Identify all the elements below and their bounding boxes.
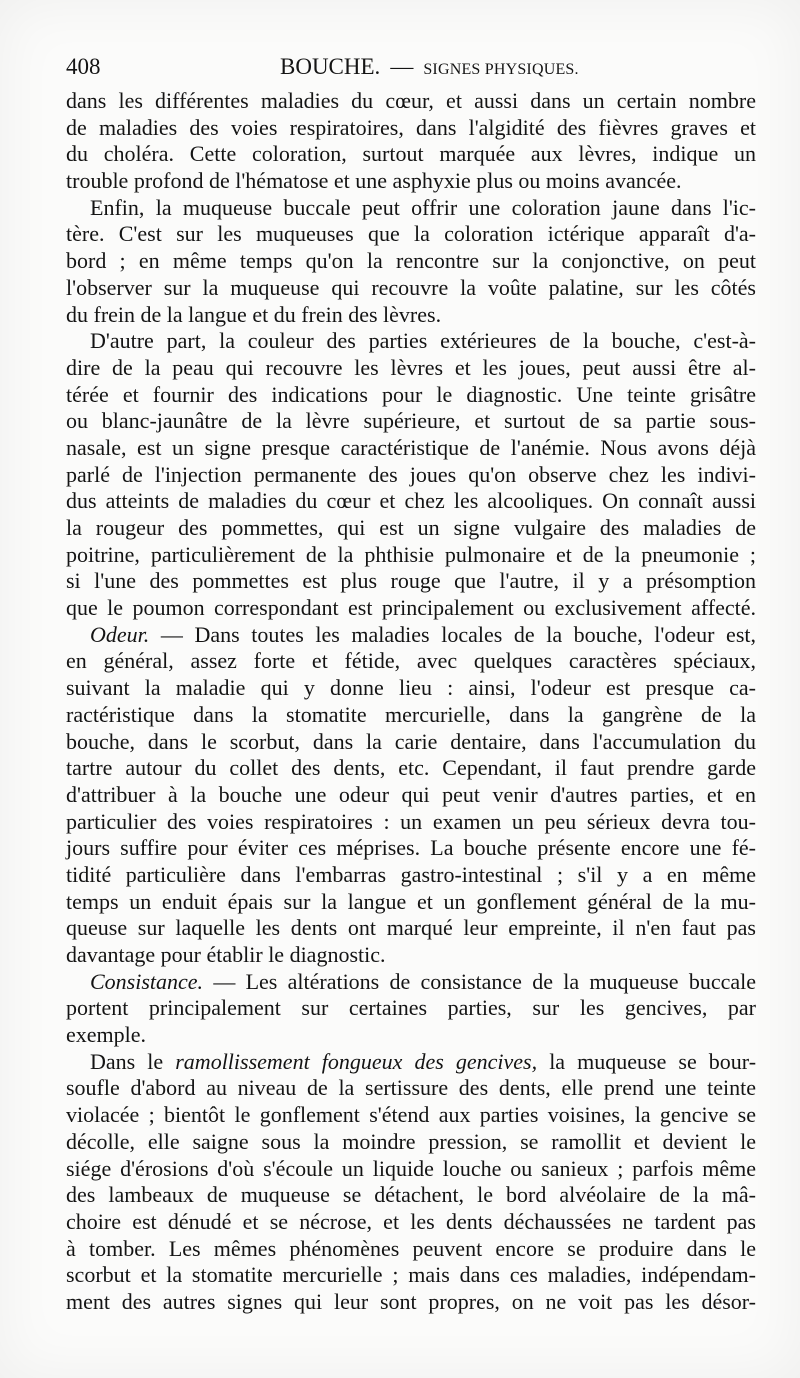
text-line: nasale, est un signe presque caractéristique de l'anémie. Nous avons déjà <box>66 434 756 460</box>
running-head <box>280 50 579 87</box>
text-line <box>66 1049 756 1076</box>
text-line: bord ; en même temps qu'on la rencontre sur la conjonctive, on peut <box>66 248 756 274</box>
text-line: parlé de l'injection permanente des joues qu'on observe chez les indivi- <box>66 461 756 487</box>
text-line: exemple. <box>66 1022 147 1048</box>
text-line: décolle, elle saigne sous la moindre pression, se ramollit et devient le <box>66 1128 756 1154</box>
text-line: suivant la maladie qui y donne lieu : ainsi, l'odeur est presque ca- <box>66 675 756 701</box>
text-line: si l'une des pommettes est plus rouge que l'autre, il y a présomption <box>66 568 756 594</box>
text-line: du frein de la langue et du frein des lèvres. <box>66 301 442 327</box>
text-line: choire est dénudé et se nécrose, et les dents déchaussées ne tardent pas <box>66 1208 756 1234</box>
text-line: des lambeaux de muqueuse se détachent, le bord alvéolaire de la mâ- <box>66 1182 756 1208</box>
text-line: D'autre part, la couleur des parties extérieures de la bouche, c'est-à- <box>90 328 756 354</box>
text-line: térée et fournir des indications pour le diagnostic. Une teinte grisâtre <box>66 381 756 407</box>
section-lead-odeur: Odeur. <box>90 621 150 647</box>
text-line: du choléra. Cette coloration, surtout marquée aux lèvres, indique un <box>66 141 756 167</box>
text-line: violacée ; bientôt le gonflement s'étend aux parties voisines, la gencive se <box>66 1102 756 1128</box>
text-line: davantage pour établir le diagnostic. <box>66 942 386 967</box>
text-line: dus atteints de maladies du cœur et chez les alcooliques. On connaît aussi <box>66 488 756 514</box>
text-line: bouche, dans le scorbut, dans la carie dentaire, dans l'accumulation du <box>66 728 756 754</box>
text-line: dans les différentes maladies du cœur, et aussi dans un certain nombre <box>66 88 756 113</box>
text-line: trouble profond de l'hématose et une asphyxie plus ou moins avancée. <box>66 168 682 194</box>
page-number: 408 <box>66 54 101 79</box>
running-head-subtitle: SIGNES PHYSIQUES. <box>423 61 579 78</box>
text-line: tidité particulière dans l'embarras gastro-intestinal ; s'il y a en même <box>66 861 756 887</box>
text-line: dire de la peau qui recouvre les lèvres et les joues, peut aussi être al- <box>66 354 756 380</box>
text-line: poitrine, particulièrement de la phthisie pulmonaire et de la pneumonie ; <box>66 541 756 567</box>
text-line-rest: — Dans toutes les maladies locales de la bouche, l'odeur est, <box>160 621 756 647</box>
text-line-rest: la muqueuse se bour- <box>549 1048 757 1074</box>
page-header <box>66 50 734 86</box>
text-line: scorbut et la stomatite mercurielle ; mais dans ces maladies, indépendam- <box>66 1262 756 1288</box>
text-line: jours suffire pour éviter ces méprises. La bouche présente encore une fé- <box>66 835 756 861</box>
text-line: tartre autour du collet des dents, etc. Cependant, il faut prendre garde <box>66 755 756 781</box>
text-line: soufle d'abord au niveau de la sertissure des dents, elle prend une teinte <box>66 1075 756 1101</box>
text-line: ou blanc-jaunâtre de la lèvre supérieure, et surtout de sa partie sous- <box>66 408 756 434</box>
text-line: en général, assez forte et fétide, avec quelques caractères spéciaux, <box>66 648 756 674</box>
running-head-title: BOUCHE. <box>280 54 381 79</box>
text-line: particulier des voies respiratoires : un examen un peu sérieux devra tou- <box>66 808 756 834</box>
text-line: Enfin, la muqueuse buccale peut offrir une coloration jaune dans l'ic- <box>90 194 756 220</box>
term-ramollissement: ramollissement fongueux des gencives, <box>175 1048 538 1074</box>
text-line: ment des autres signes qui leur sont propres, on ne voit pas les désor- <box>66 1288 756 1314</box>
text-line: siége d'érosions d'où s'écoule un liquide louche ou sanieux ; parfois même <box>66 1155 756 1181</box>
text-line: portent principalement sur certaines parties, sur les gencives, par <box>66 995 756 1021</box>
text-line-pre: Dans le <box>90 1048 164 1074</box>
text-line: ractéristique dans la stomatite mercurielle, dans la gangrène de la <box>66 701 756 727</box>
text-line: l'observer sur la muqueuse qui recouvre la voûte palatine, sur les côtés <box>66 274 756 300</box>
text-line: à tomber. Les mêmes phénomènes peuvent encore se produire dans le <box>66 1235 756 1261</box>
text-line: que le poumon correspondant est principalement ou exclusivement affecté. <box>66 595 756 621</box>
text-line-rest: — Les altérations de consistance de la muqueuse buccale <box>213 968 756 994</box>
body-text <box>66 88 756 1316</box>
text-line: d'attribuer à la bouche une odeur qui peut venir d'autres parties, et en <box>66 781 756 807</box>
running-head-dash: — <box>390 54 414 79</box>
text-line <box>66 622 756 649</box>
section-lead-consistance: Consistance. <box>90 968 204 994</box>
text-line: queuse sur laquelle les dents ont marqué leur empreinte, il n'en faut pas <box>66 915 756 941</box>
text-line: tère. C'est sur les muqueuses que la coloration ictérique apparaît d'a- <box>66 221 756 247</box>
text-line: temps un enduit épais sur la langue et un gonflement général de la mu- <box>66 888 756 914</box>
text-line: de maladies des voies respiratoires, dans l'algidité des fièvres graves et <box>66 114 756 140</box>
text-line <box>66 969 756 996</box>
text-line: la rougeur des pommettes, qui est un signe vulgaire des maladies de <box>66 515 756 540</box>
